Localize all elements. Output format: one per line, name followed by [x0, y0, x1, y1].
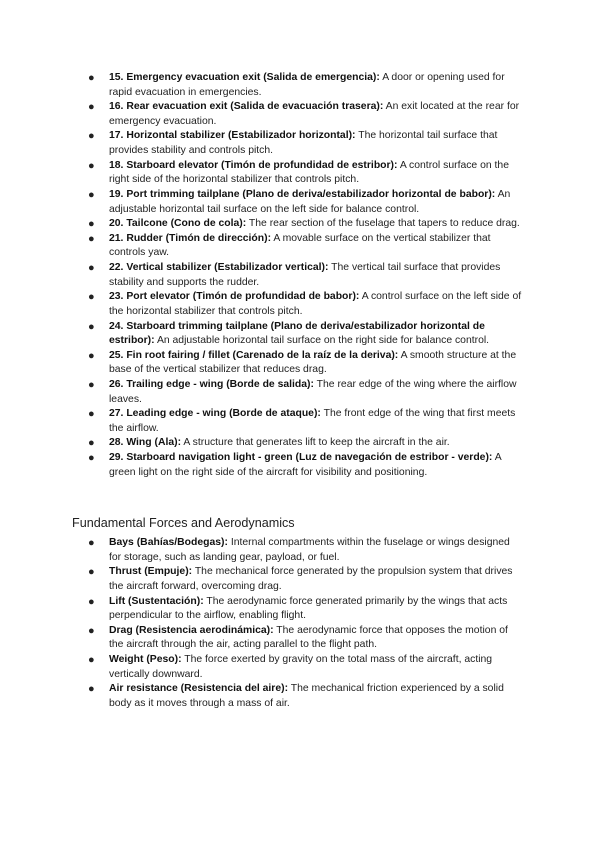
item-description: A door or opening used for rapid evacuation in emergencies.: [109, 72, 505, 98]
bullet-icon: ●: [88, 320, 95, 333]
item-term: 24. Starboard trimming tailplane (Plano de deriva/estabilizador horizontal de estribor):: [109, 320, 485, 347]
item-description: An adjustable horizontal tail surface on the left side for balance control.: [109, 188, 511, 215]
list-item: [0, 653, 600, 682]
list-item: [0, 232, 600, 261]
item-term: Air resistance (Resistencia del aire):: [109, 683, 289, 695]
bullet-icon: ●: [88, 232, 95, 245]
item-term: 27. Leading edge - wing (Borde de ataque):: [109, 408, 321, 420]
bullet-icon: ●: [88, 566, 95, 579]
list-item: [0, 624, 600, 653]
bullet-icon: ●: [88, 452, 95, 465]
bullet-icon: ●: [88, 437, 95, 450]
section-heading: Fundamental Forces and Aerodynamics: [72, 516, 295, 530]
bullet-icon: ●: [88, 408, 95, 421]
list-item: [0, 407, 600, 436]
bullet-icon: ●: [88, 188, 95, 201]
item-description: A movable surface on the vertical stabilizer that controls yaw.: [109, 232, 491, 259]
item-term: 17. Horizontal stabilizer (Estabilizador horizontal):: [109, 130, 356, 142]
list-item: [0, 261, 600, 290]
bullet-icon: ●: [88, 262, 95, 275]
item-term: 19. Port trimming tailplane (Plano de deriva/estabilizador horizontal de babor):: [109, 188, 496, 200]
list-item: [0, 378, 600, 407]
item-description: The mechanical friction experienced by a solid body as it moves through a mass of air.: [109, 683, 504, 709]
item-description: The force exerted by gravity on the total mass of the aircraft, acting vertically downward.: [109, 654, 493, 680]
bullet-icon: ●: [88, 349, 95, 362]
item-description: A green light on the right side of the aircraft for visibility and positioning.: [109, 452, 502, 478]
bullet-icon: ●: [88, 537, 95, 549]
bullet-icon: ●: [88, 101, 95, 114]
list-item: [0, 536, 600, 565]
item-term: 29. Starboard navigation light - green (Luz de navegación de estribor - verde):: [109, 452, 493, 464]
bullet-icon: ●: [88, 654, 95, 667]
bullet-icon: ●: [88, 378, 95, 391]
item-term: Lift (Sustentación):: [109, 595, 204, 607]
item-description: The vertical tail surface that provides stability and supports the rudder.: [109, 262, 501, 288]
list-item: [0, 290, 600, 319]
item-description: The front edge of the wing that first meets the airflow.: [109, 408, 516, 434]
item-term: Bays (Bahías/Bodegas):: [109, 537, 228, 548]
item-description: The aerodynamic force that opposes the motion of the aircraft through the air, acting parallel to the flight path.: [109, 624, 508, 651]
list-item: [0, 565, 600, 594]
list-item: [0, 129, 600, 158]
item-term: 23. Port elevator (Timón de profundidad de babor):: [109, 291, 360, 303]
bullet-icon: ●: [88, 291, 95, 304]
item-term: Thrust (Empuje):: [109, 566, 193, 578]
bullet-icon: ●: [88, 683, 95, 696]
item-description: An exit located at the rear for emergency evacuation.: [109, 101, 520, 127]
item-term: Weight (Peso):: [109, 654, 182, 666]
list-item: [0, 71, 600, 100]
list-item: [0, 436, 600, 451]
item-description: The rear edge of the wing where the airflow leaves.: [109, 378, 517, 405]
item-term: 18. Starboard elevator (Timón de profundidad de estribor):: [109, 159, 398, 171]
item-description: The horizontal tail surface that provides stability and controls pitch.: [109, 130, 498, 157]
bullet-icon: ●: [88, 72, 95, 84]
aircraft-parts-list: [0, 71, 600, 480]
item-description: The aerodynamic force generated primarily by the wings that acts perpendicular to the airflow, enabling flight.: [109, 595, 508, 622]
list-item: [0, 349, 600, 378]
item-description: The mechanical force generated by the propulsion system that drives the aircraft forward, overcoming drag.: [109, 566, 513, 592]
list-item: [0, 188, 600, 217]
item-term: 22. Vertical stabilizer (Estabilizador vertical):: [109, 262, 329, 274]
item-term: Drag (Resistencia aerodinámica):: [109, 624, 274, 636]
item-term: 26. Trailing edge - wing (Borde de salida):: [109, 378, 314, 390]
item-description: A smooth structure at the base of the vertical stabilizer that reduces drag.: [109, 349, 517, 376]
item-description: A control surface on the right side of the horizontal stabilizer that controls pitch.: [109, 159, 509, 186]
item-term: 25. Fin root fairing / fillet (Carenado de la raíz de la deriva):: [109, 349, 399, 361]
item-term: 28. Wing (Ala):: [109, 437, 182, 449]
list-item: [0, 100, 600, 129]
bullet-icon: ●: [88, 159, 95, 172]
bullet-icon: ●: [88, 595, 95, 608]
list-item: [0, 159, 600, 188]
list-item: [0, 682, 600, 711]
list-item: [0, 217, 600, 232]
list-item: [0, 451, 600, 480]
item-term: 20. Tailcone (Cono de cola):: [109, 218, 247, 230]
item-description: The rear section of the fuselage that tapers to reduce drag.: [248, 218, 520, 230]
item-description: Internal compartments within the fuselage or wings designed for storage, such as landing gear, payload, or fuel.: [109, 537, 510, 563]
item-term: 21. Rudder (Timón de dirección):: [109, 232, 272, 244]
forces-list: [0, 536, 600, 712]
list-item: [0, 320, 600, 349]
list-item: [0, 595, 600, 624]
item-term: 16. Rear evacuation exit (Salida de evacuación trasera):: [109, 101, 384, 113]
bullet-icon: ●: [88, 218, 95, 231]
item-description: A structure that generates lift to keep the aircraft in the air.: [183, 437, 450, 449]
item-description: An adjustable horizontal tail surface on the right side for balance control.: [156, 335, 490, 347]
item-description: A control surface on the left side of the horizontal stabilizer that controls pitch.: [109, 291, 522, 317]
bullet-icon: ●: [88, 130, 95, 143]
bullet-icon: ●: [88, 624, 95, 637]
item-term: 15. Emergency evacuation exit (Salida de emergencia):: [109, 72, 380, 83]
